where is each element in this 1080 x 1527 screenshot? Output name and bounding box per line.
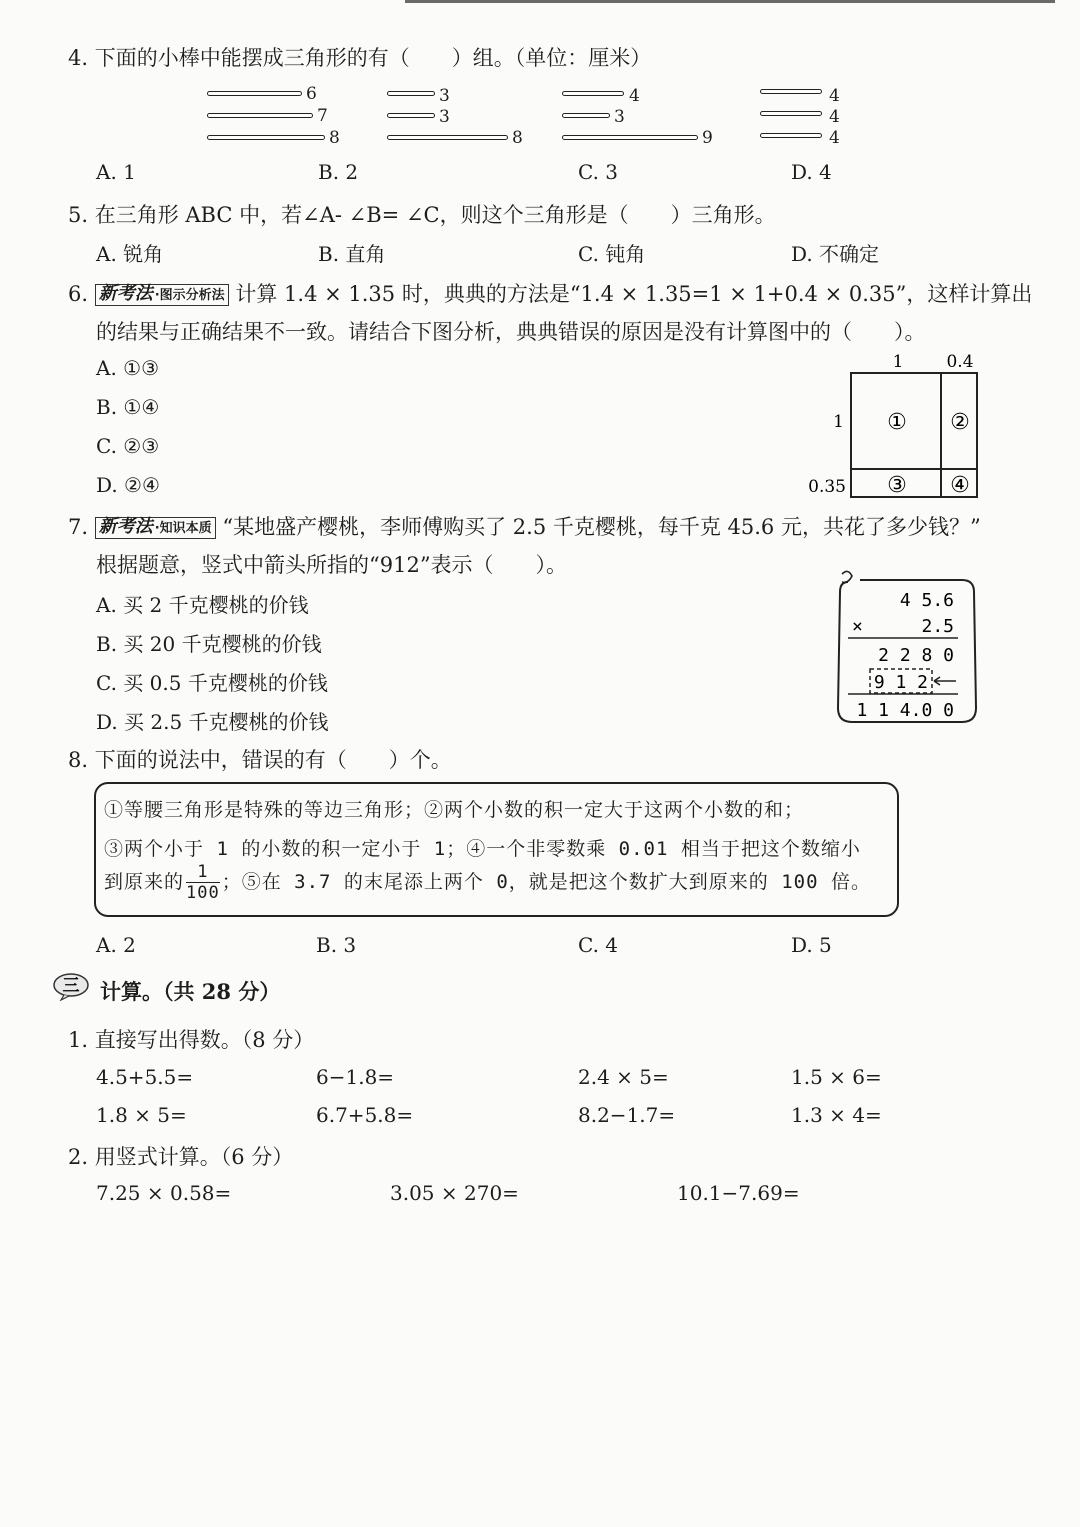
calc1-item: 1.8 × 5= (96, 1103, 187, 1127)
stick (562, 135, 698, 140)
calc1-item: 2.4 × 5= (578, 1065, 669, 1089)
stick-length: 8 (329, 128, 340, 148)
q7-option-a[interactable]: A. 买 2 千克樱桃的价钱 (96, 593, 309, 617)
q5-option-c[interactable]: C. 钝角 (578, 242, 646, 266)
q7-option-b[interactable]: B. 买 20 千克樱桃的价钱 (96, 632, 322, 656)
q6-option-b[interactable]: B. ①④ (96, 395, 160, 419)
q5-option-b[interactable]: B. 直角 (318, 242, 386, 266)
page-top-rule (405, 0, 1055, 3)
stick-length: 4 (829, 107, 840, 127)
stick (562, 113, 610, 118)
q6-option-a[interactable]: A. ①③ (96, 356, 160, 380)
vm-product: 1 1 4.0 0 (856, 700, 954, 721)
stick (387, 91, 435, 96)
q8-option-c[interactable]: C. 4 (578, 933, 619, 957)
q5-option-a[interactable]: A. 锐角 (96, 242, 164, 266)
stick (207, 135, 325, 140)
q6-option-d[interactable]: D. ②④ (96, 473, 160, 497)
q7-new-method-tag (95, 517, 216, 539)
q5-option-d[interactable]: D. 不确定 (791, 242, 880, 266)
q7-option-c[interactable]: C. 买 0.5 千克樱桃的价钱 (96, 671, 328, 695)
stick (760, 133, 822, 138)
q8-stem: 8. 下面的说法中，错误的有（ ）个。 (68, 748, 452, 772)
tag-label: ·知识本质 (154, 521, 212, 536)
scroll-curl-icon (842, 571, 852, 582)
tag-prefix: 新考法 (98, 516, 153, 537)
q7-option-d[interactable]: D. 买 2.5 千克樱桃的价钱 (96, 710, 329, 734)
calc1-item: 1.5 × 6= (791, 1065, 882, 1089)
q8-statement-line3 (104, 862, 871, 903)
q8-option-b[interactable]: B. 3 (316, 933, 357, 957)
calc2-stem: 2. 用竖式计算。（6 分） (68, 1145, 294, 1169)
stick (760, 89, 822, 94)
vm-multiplicand: 4 5.6 (899, 590, 954, 611)
stick-length: 4 (629, 86, 640, 106)
stick (387, 113, 435, 118)
stick (387, 135, 508, 140)
diagram-side-label: 1 (833, 412, 844, 432)
q8-line3-b: ；⑤在 3.7 的末尾添上两个 0，就是把这个数扩大到原来的 100 倍。 (221, 871, 872, 893)
stick-length: 6 (306, 84, 317, 104)
q8-option-d[interactable]: D. 5 (791, 933, 832, 957)
q6-stem-line2: 的结果与正确结果不一致。请结合下图分析，典典错误的原因是没有计算图中的（ ）。 (96, 320, 926, 344)
q6-option-c[interactable]: C. ②③ (96, 434, 160, 458)
stick (562, 91, 624, 96)
q4-option-d[interactable]: D. 4 (791, 160, 832, 184)
vm-times-sign: × (852, 616, 863, 637)
q6-area-diagram (800, 345, 990, 505)
diagram-cell-3: ③ (887, 473, 907, 498)
q6-number: 6. (68, 282, 89, 306)
calc1-item: 8.2−1.7= (578, 1103, 676, 1127)
stick (207, 113, 313, 118)
q7-number: 7. (68, 515, 89, 539)
q8-line3-a: 到原来的 (104, 871, 185, 893)
section-three-icon (52, 973, 90, 1001)
q7-stem-line1 (68, 511, 981, 541)
tag-label: ·图示分析法 (154, 288, 225, 303)
q6-stem-line1 (68, 278, 1032, 308)
section-three-char: 三 (62, 976, 80, 996)
calc2-item: 10.1−7.69= (677, 1181, 800, 1205)
stick (207, 91, 302, 96)
stick (760, 111, 822, 116)
calc1-item: 6.7+5.8= (316, 1103, 414, 1127)
stick-length: 3 (614, 107, 625, 127)
q6-stem-text: 计算 1.4 × 1.35 时，典典的方法是“1.4 × 1.35=1 × 1+0.4 × 0.35”，这样计算出 (235, 282, 1033, 306)
stick-length: 7 (317, 106, 328, 126)
q7-stem-text: “某地盛产樱桃，李师傅购买了 2.5 千克樱桃，每千克 45.6 元，共花了多少钱？” (222, 515, 981, 539)
fraction-one-hundredth (186, 862, 220, 903)
section-three-title: 计算。（共 28 分） (100, 979, 281, 1004)
q8-option-a[interactable]: A. 2 (96, 933, 136, 957)
tag-prefix: 新考法 (98, 283, 153, 304)
q6-new-method-tag (95, 284, 229, 306)
vm-arrow-icon (934, 677, 956, 685)
frac-numerator: 1 (186, 862, 220, 883)
vm-partial-2: 9 1 2 (873, 672, 928, 693)
calc1-item: 1.3 × 4= (791, 1103, 882, 1127)
diagram-cell-4: ④ (950, 473, 970, 498)
q5-stem: 5. 在三角形 ABC 中，若∠A- ∠B= ∠C，则这个三角形是（ ）三角形。 (68, 203, 776, 227)
stick-length: 9 (702, 128, 713, 148)
stick-length: 8 (512, 128, 523, 148)
q7-vertical-multiplication (830, 568, 982, 730)
q4-option-a[interactable]: A. 1 (96, 160, 136, 184)
diagram-top-label: 1 (892, 352, 904, 372)
calc2-item: 7.25 × 0.58= (96, 1181, 232, 1205)
q8-statement-line1: ①等腰三角形是特殊的等边三角形；②两个小数的积一定大于这两个小数的和； (104, 799, 805, 821)
diagram-cell-2: ② (950, 410, 970, 435)
calc1-item: 4.5+5.5= (96, 1065, 194, 1089)
diagram-side-label: 0.35 (808, 477, 846, 497)
q8-statement-line2: ③两个小于 1 的小数的积一定小于 1；④一个非零数乘 0.01 相当于把这个数缩小 (104, 838, 861, 860)
stick-length: 3 (439, 107, 450, 127)
diagram-cell-1: ① (887, 410, 907, 435)
calc1-item: 6−1.8= (316, 1065, 395, 1089)
stick-length: 4 (829, 128, 840, 148)
vm-multiplier: 2.5 (921, 616, 954, 637)
calc2-item: 3.05 × 270= (390, 1181, 519, 1205)
frac-denominator: 100 (186, 883, 220, 903)
q7-stem-line2: 根据题意，竖式中箭头所指的“912”表示（ ）。 (96, 553, 568, 577)
q4-stem: 4. 下面的小棒中能摆成三角形的有（ ）组。（单位：厘米） (68, 46, 652, 70)
diagram-top-label: 0.4 (946, 352, 974, 372)
stick-length: 3 (439, 86, 450, 106)
calc1-stem: 1. 直接写出得数。（8 分） (68, 1028, 315, 1052)
q4-option-c[interactable]: C. 3 (578, 160, 619, 184)
stick-length: 4 (829, 86, 840, 106)
q4-option-b[interactable]: B. 2 (318, 160, 359, 184)
vm-partial-1: 2 2 8 0 (878, 645, 954, 666)
